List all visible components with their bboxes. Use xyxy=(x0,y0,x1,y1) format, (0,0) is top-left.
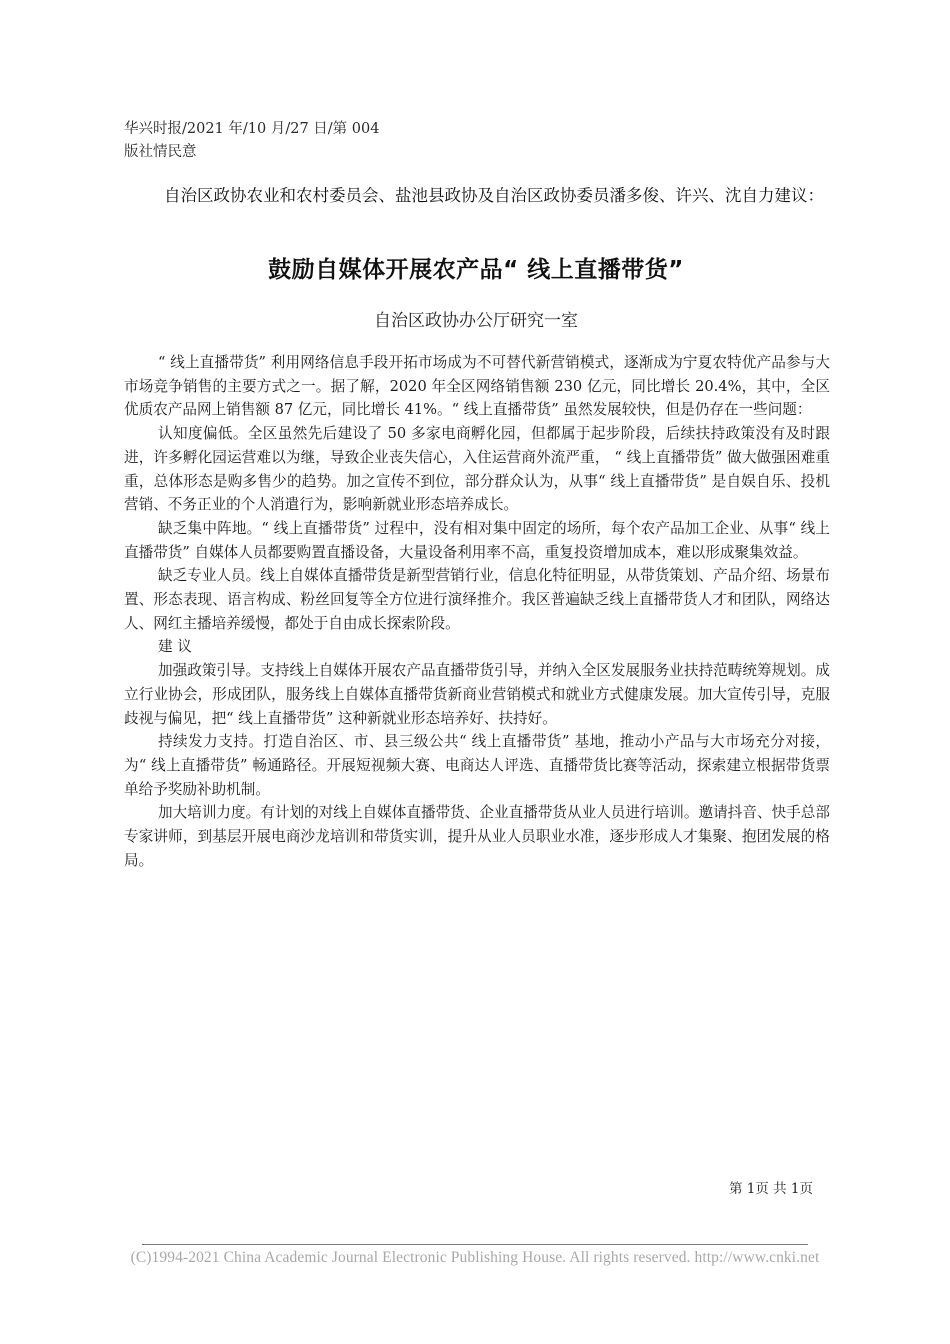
article-body xyxy=(124,351,830,872)
article-title: 鼓励自媒体开展农产品“ 线上直播带货” xyxy=(268,257,684,283)
page-number: 第 1页 共 1页 xyxy=(728,1181,813,1197)
paragraph: 加强政策引导。支持线上自媒体开展农产品直播带货引导，并纳入全区发展服务业扶持范畴统筹规划。成立行业协会，形成团队，服务线上自媒体直播带货新商业营销模式和就业方式健康发展。加大宣传引导，克服歧视与偏见，把“ 线上直播带货” 这种新就业形态培养好、扶持好。 xyxy=(124,662,830,727)
paragraph: 加大培训力度。有计划的对线上自媒体直播带货、企业直播带货从业人员进行培训。邀请抖音、快手总部专家讲师，到基层开展电商沙龙培训和带货实训，提升从业人员职业水准，逐步形成人才集聚、抱团发展的格局。 xyxy=(124,804,830,869)
source-line: 华兴时报/2021 年/10 月/27 日/第 004 xyxy=(124,121,380,137)
paragraph: 认知度偏低。全区虽然先后建设了 50 多家电商孵化园，但都属于起步阶段，后续扶持政策没有及时跟进，许多孵化园运营难以为继，导致企业丧失信心，入住运营商外流严重， “ 线上直播带货” 做大做强困难重重，总体形态是购多售少的趋势。加之宣传不到位，部分群众认为，从事“ 线上直播带货” 是自娱自乐、投机营销、不务正业的个人消遣行为，影响新就业形态培养成长。 xyxy=(124,425,830,514)
paragraph: “ 线上直播带货” 利用网络信息手段开拓市场成为不可替代新营销模式，逐渐成为宁夏农特优产品参与大市场竞争销售的主要方式之一。据了解，2020 年全区网络销售额 230 亿元，同比增长 20.4%，其中，全区优质农产品网上销售额 87 亿元，同比增长 41%。“ 线上直播带货” 虽然发展较快，但是仍存在一些问题： xyxy=(124,354,830,419)
section-label: 版社情民意 xyxy=(124,144,197,160)
section-heading: 建 议 xyxy=(158,638,192,656)
paragraph: 缺乏集中阵地。“ 线上直播带货” 过程中，没有相对集中固定的场所，每个农产品加工企业、从事“ 线上直播带货” 自媒体人员都要购置直播设备，大量设备利用率不高，重复投资增加成本，难以形成聚集效益。 xyxy=(124,519,830,561)
footer-divider xyxy=(142,1244,808,1245)
paragraph: 缺乏专业人员。线上自媒体直播带货是新型营销行业，信息化特征明显，从带货策划、产品介绍、场景布置、形态表现、语言构成、粉丝回复等全方位进行演绎推介。我区普遍缺乏线上直播带货人才和团队，网络达人、网红主播培养缓慢，都处于自由成长探索阶段。 xyxy=(124,567,830,632)
paragraph: 持续发力支持。打造自治区、市、县三级公共“ 线上直播带货” 基地，推动小产品与大市场充分对接，为“ 线上直播带货” 畅通路径。开展短视频大赛、电商达人评选、直播带货比赛等活动，探索建立根据带货票单给予奖励补助机制。 xyxy=(124,733,830,798)
subtitle: 自治区政协农业和农村委员会、盐池县政协及自治区政协委员潘多俊、许兴、沈自力建议： xyxy=(164,186,824,205)
author: 自治区政协办公厅研究一室 xyxy=(374,311,578,331)
copyright-footer: (C)1994-2021 China Academic Journal Electronic Publishing House. All rights reserved. http://www.cnki.net xyxy=(130,1249,820,1266)
